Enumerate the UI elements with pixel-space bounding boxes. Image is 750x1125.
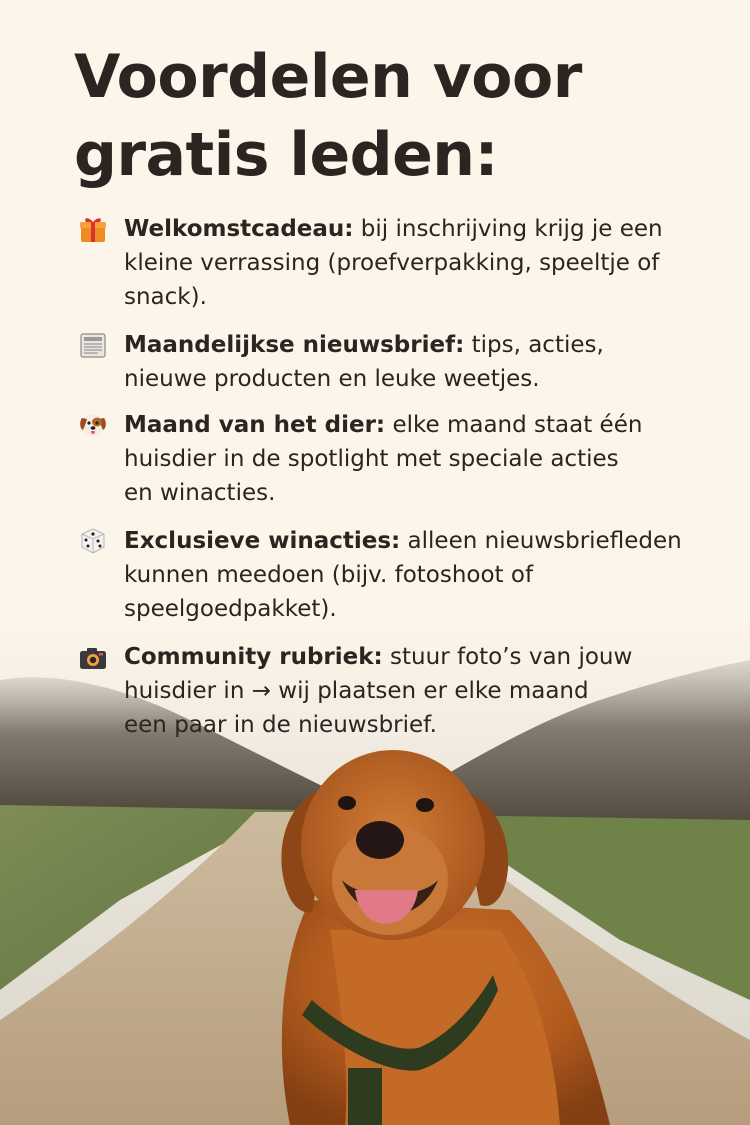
title-line-1: Voordelen voor [74, 42, 582, 112]
benefit-heading: Maandelijkse nieuwsbrief: [124, 332, 465, 358]
benefit-line-1: elke maand staat één [385, 412, 643, 438]
newspaper-icon [78, 330, 108, 360]
die-icon [78, 526, 108, 556]
benefit-line-3: en winacties. [124, 480, 276, 506]
benefit-text [124, 408, 724, 510]
benefit-text [124, 212, 724, 314]
benefit-line-2: kleine verrassing (proefverpakking, speeltje of [124, 250, 660, 276]
benefit-text [124, 328, 724, 396]
benefit-heading: Maand van het dier: [124, 412, 386, 438]
benefit-line-2: kunnen meedoen (bijv. fotoshoot of [124, 562, 534, 588]
gift-icon [78, 214, 108, 244]
benefit-line-2: huisdier in → wij plaatsen er elke maand [124, 678, 589, 704]
benefit-line-1: stuur foto’s van jouw [382, 644, 633, 670]
benefit-line-2: huisdier in de spotlight met speciale acties [124, 446, 619, 472]
benefit-line-3: snack). [124, 284, 207, 310]
benefit-line-1: alleen nieuwsbriefleden [400, 528, 682, 554]
benefit-heading: Community rubriek: [124, 644, 383, 670]
benefit-text [124, 524, 724, 626]
dog-face-icon [78, 410, 108, 440]
benefit-line-1: tips, acties, [464, 332, 604, 358]
benefit-text [124, 640, 724, 742]
benefit-heading: Welkomstcadeau: [124, 216, 354, 242]
benefit-line-2: nieuwe producten en leuke weetjes. [124, 366, 540, 392]
benefit-heading: Exclusieve winacties: [124, 528, 401, 554]
camera-icon [78, 643, 108, 673]
benefit-line-1: bij inschrijving krijg je een [353, 216, 663, 242]
benefit-line-3: een paar in de nieuwsbrief. [124, 712, 437, 738]
title-line-2: gratis leden: [74, 120, 498, 190]
benefit-line-3: speelgoedpakket). [124, 596, 337, 622]
